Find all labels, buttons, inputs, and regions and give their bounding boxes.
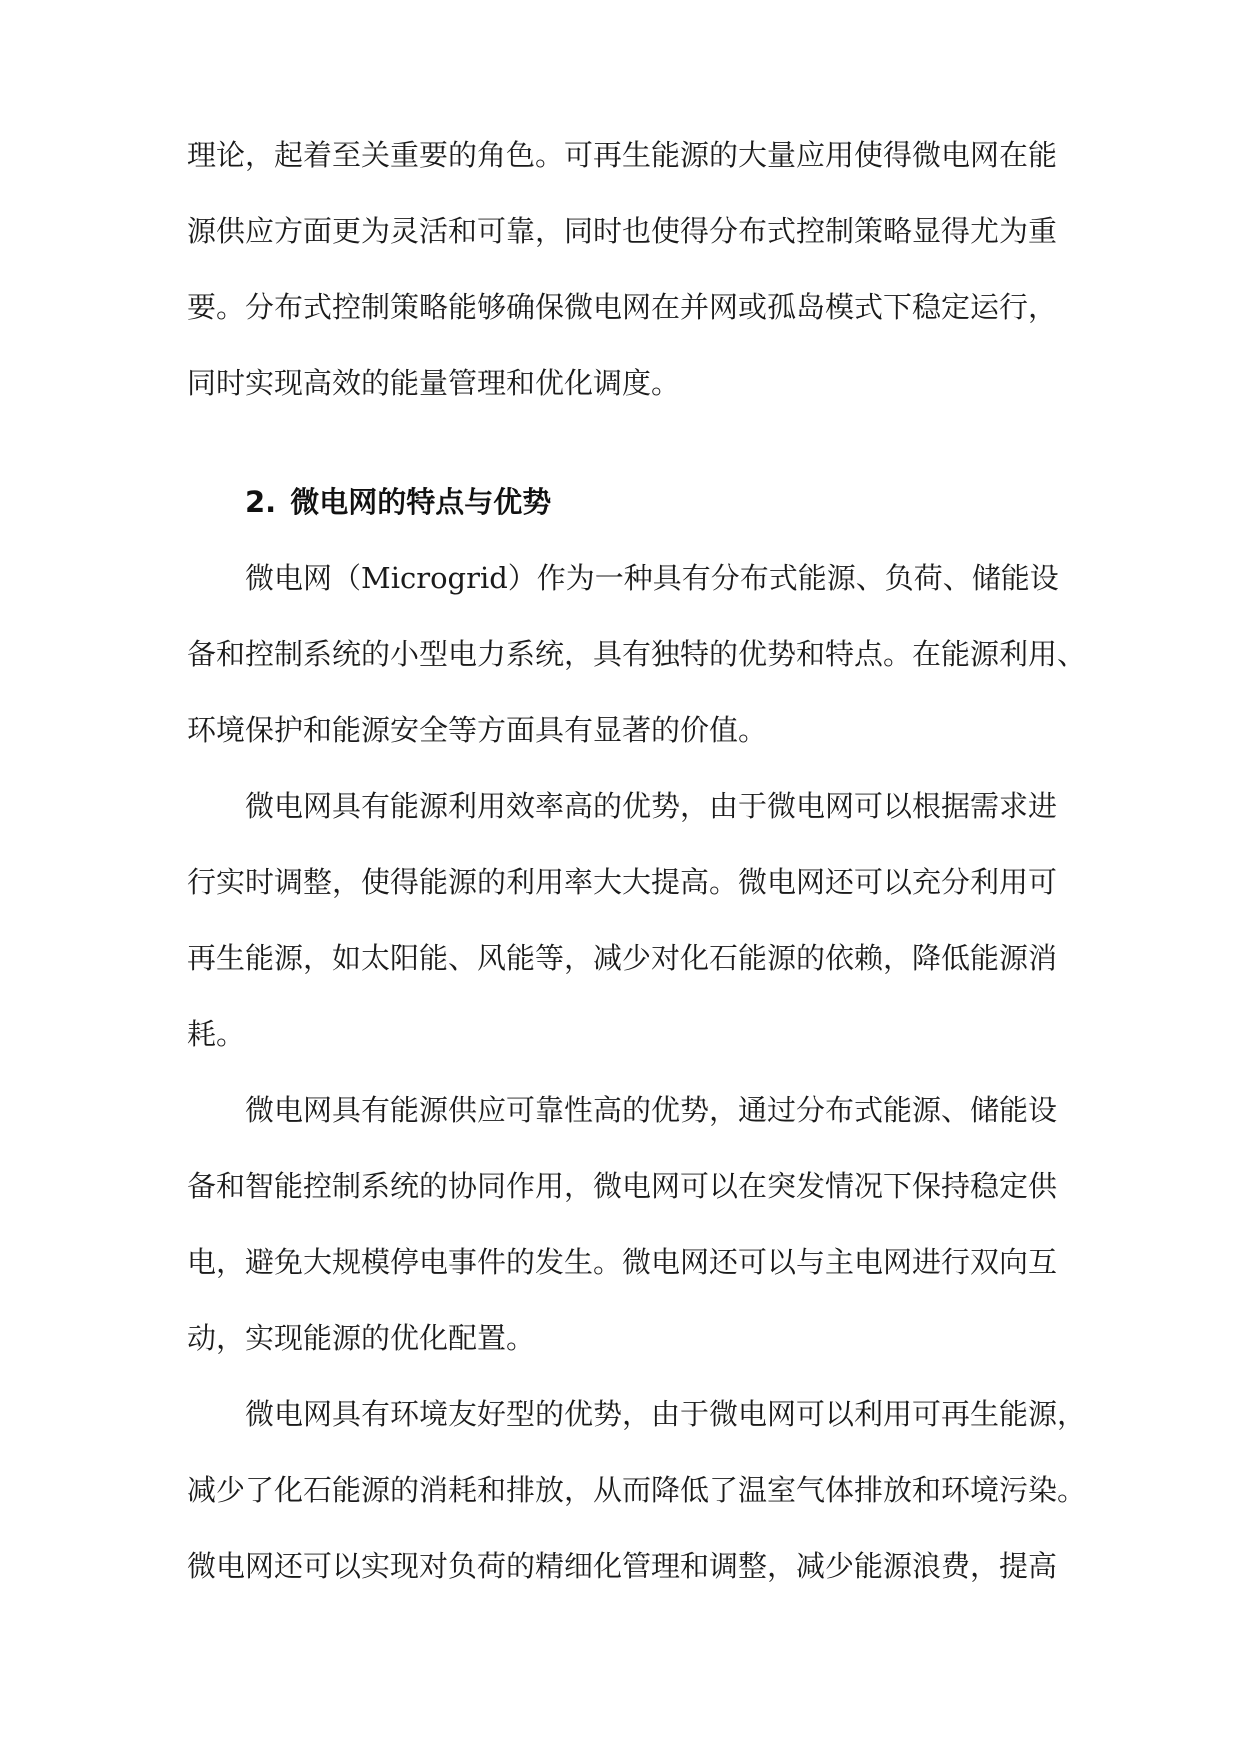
section-title: 微电网的特点与优势 [290, 485, 552, 519]
text-line: 微电网还可以实现对负荷的精细化管理和调整，减少能源浪费，提高 [187, 1549, 1058, 1583]
section-heading [245, 464, 551, 540]
text-line: 源供应方面更为灵活和可靠，同时也使得分布式控制策略显得尤为重 [187, 214, 1058, 248]
paragraph-environment [187, 1376, 1087, 1604]
text-line: 行实时调整，使得能源的利用率大大提高。微电网还可以充分利用可 [187, 865, 1058, 899]
paragraph-efficiency [187, 768, 1058, 1072]
text-line: 电，避免大规模停电事件的发生。微电网还可以与主电网进行双向互 [187, 1245, 1058, 1279]
text-line: 同时实现高效的能量管理和优化调度。 [187, 366, 681, 400]
text-line: 微电网具有能源供应可靠性高的优势，通过分布式能源、储能设 [245, 1093, 1058, 1127]
section-number: 2. [245, 485, 277, 519]
text-line: 理论，起着至关重要的角色。可再生能源的大量应用使得微电网在能 [187, 138, 1058, 172]
text-line: 要。分布式控制策略能够确保微电网在并网或孤岛模式下稳定运行， [187, 290, 1058, 324]
text-line: 环境保护和能源安全等方面具有显著的价值。 [187, 713, 768, 747]
paragraph-definition [187, 540, 1087, 768]
text-line: 再生能源，如太阳能、风能等，减少对化石能源的依赖，降低能源消 [187, 941, 1058, 975]
text-line: 减少了化石能源的消耗和排放，从而降低了温室气体排放和环境污染。 [187, 1473, 1087, 1507]
paragraph-intro [187, 117, 1058, 421]
text-line: 微电网（Microgrid）作为一种具有分布式能源、负荷、储能设 [245, 561, 1059, 595]
text-line: 微电网具有环境友好型的优势，由于微电网可以利用可再生能源， [245, 1397, 1087, 1431]
text-line: 备和控制系统的小型电力系统，具有独特的优势和特点。在能源利用、 [187, 637, 1087, 671]
text-line: 备和智能控制系统的协同作用，微电网可以在突发情况下保持稳定供 [187, 1169, 1058, 1203]
text-line: 耗。 [187, 1017, 246, 1051]
text-line: 动，实现能源的优化配置。 [187, 1321, 536, 1355]
text-line: 微电网具有能源利用效率高的优势，由于微电网可以根据需求进 [245, 789, 1058, 823]
paragraph-reliability [187, 1072, 1058, 1376]
